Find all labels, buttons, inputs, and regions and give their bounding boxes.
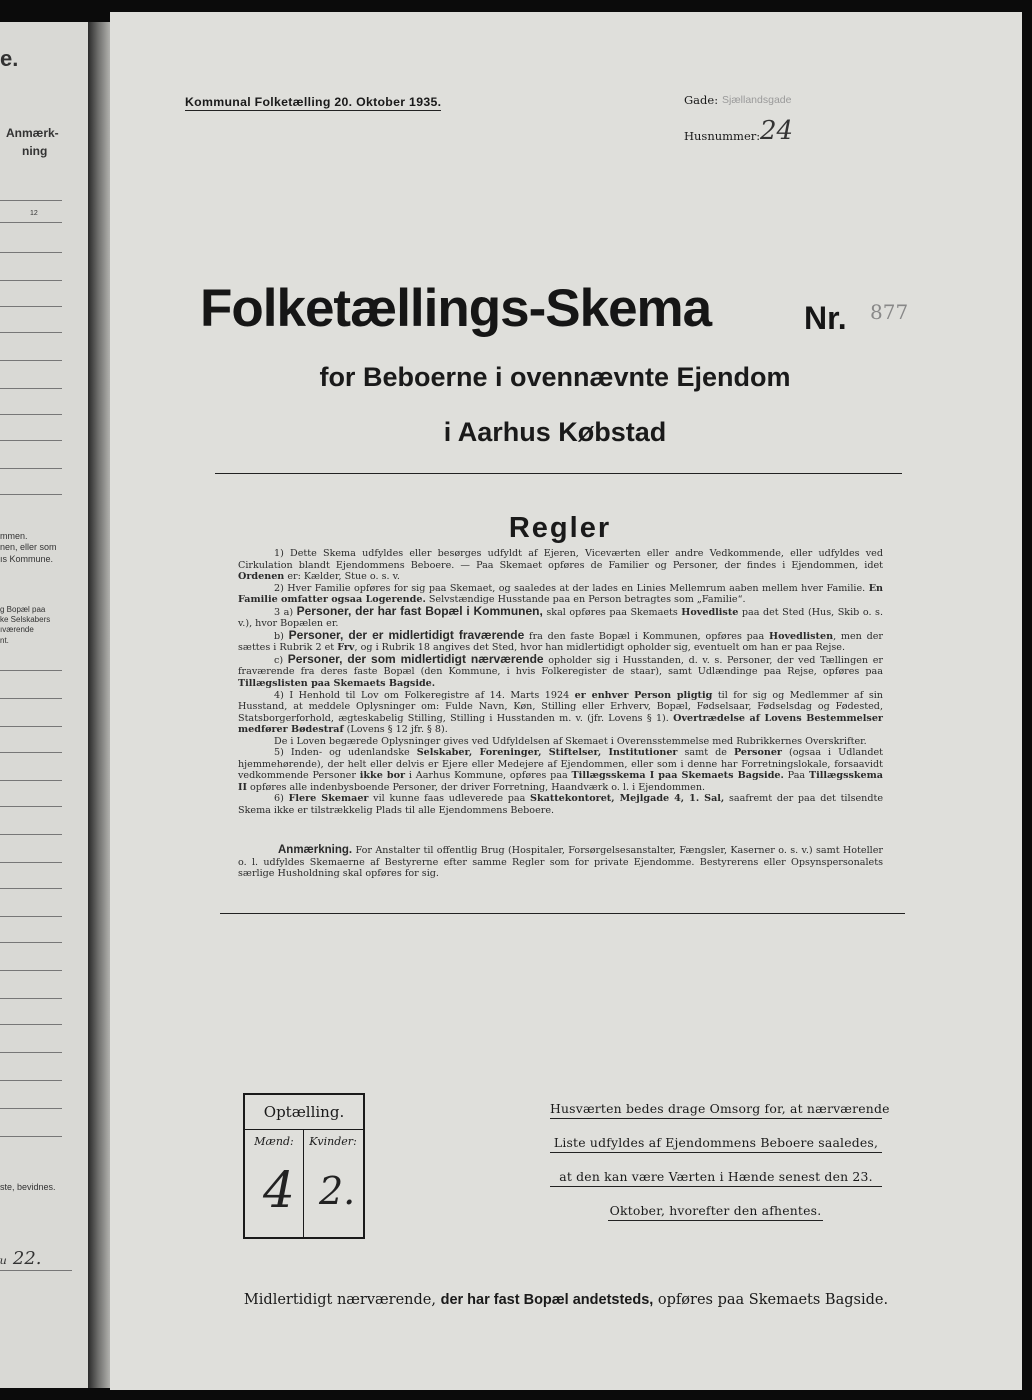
women-label: Kvinder: [309,1135,357,1148]
form-number-label: Nr. [804,300,847,336]
street-label: Gade: [684,93,719,107]
remark-paragraph: Anmærkning. For Anstalter til offentlig Brug (Hospitaler, Forsørgelsesanstalter, Fængsler, Kaserner o. s. v.) samt Hoteller o. l. udfyldes Skemaerne af Bestyrerne efter samme Regler som for private Ejendomme. Bestyrerens eller Opsynspersonalets særlige Husholdning skal opføres for sig. [238,844,883,880]
notice-line: at den kan være Værten i Hænde senest den 23. [550,1169,882,1187]
left-fragment-text: ıværende [0,625,34,634]
left-fragment-text: nen, eller som [0,542,57,552]
left-column-header: Anmærk- [6,126,59,140]
divider [215,473,902,474]
remark-label: Anmærkning. [278,844,353,856]
left-fragment-text: ste, bevidnes. [0,1182,56,1192]
left-fragment-text: g Bopæl paa [0,605,46,614]
left-handwritten-date: ᵤ 22. [0,1248,42,1269]
rules-text: 1) Dette Skema udfyldes eller besørges udfyldt af Ejeren, Viceværten eller andre Vedkommende, eller udfyldes ved Cirkulation blandt Ejendommens Beboere. — Paa Skemaet opføres de Familier og Personer, der findes i Ejendommen, idet Ordenen er: Kælder, Stue o. s. v. 2) Hver Familie opføres for sig paa Skemaet, og saaledes at der lades en Linies Mellemrum aaben mellem hver Familie. En Familie omfatter ogsaa Logerende. Selvstændige Husstande paa en Person betragtes som „Familie“. 3 a) Personer, der har fast Bopæl i Kommunen, skal opføres paa Skemaets Hovedliste paa det Sted (Hus, Skib o. s. v.), hvor Bopælen er. b) Personer, der er midlertidigt fraværende fra den faste Bopæl i Kommunen, opføres paa Hovedlisten, men der sættes i Rubrik 2 et Frv, og i Rubrik 18 angives det Sted, hvor han midlertidigt opholder sig, eventuelt om han er paa Rejse. c) Personer, der som midlertidigt nærværende opholder sig i Husstanden, d. v. s. Personer, der ved Tællingen er fraværende fra deres faste Bopæl (den Kommune, i hvis Folkeregister de staar), samt Udlændinge paa Rejse, opføres paa Tillægslisten paa Skemaets Bagside. 4) I Henhold til Lov om Folkeregistre af 14. Marts 1924 er enhver Person pligtig til for sig og Medlemmer af sin Husstand, at meddele Oplysninger om: Fulde Navn, Køn, Stilling eller Erhverv, Bopæl, Fødselsaar, Fødselsdag og Fødested, Statsborgerforhold, ægteskabelig Stilling, Stilling i Husstanden m. v. (jfr. Lovens § 1). Overtrædelse af Lovens Bestemmelser medfører Bødestraf (Lovens § 12 jfr. § 8). De i Loven begærede Oplysninger gives ved Udfyldelsen af Skemaet i Overensstemmelse med Rubrikkernes Overskrifter. 5) Inden- og udenlandske Selskaber, Foreninger, Stiftelser, Institutioner samt de Personer (ogsaa i Udlandet hjemmehørende), der helt eller delvis er Ejere eller Medejere af Ejendommen, eller som i denne har Forretningslokale, forsaavidt vedkommende Personer ikke bor i Aarhus Kommune, opføres paa Tillægsskema I paa Skemaets Bagside. Paa Tillægsskema II opføres alle indenbysboende Personer, der driver Forretning, Haandværk o. l. i Ejendommen. 6) Flere Skemaer vil kunne faas udleverede paa Skattekontoret, Mejlgade 4, 1. Sal, saafremt der paa det tilsendte Skema ikke er tilstrækkelig Plads til alle Ejendommens Beboere. [238,548,884,817]
count-box [243,1093,365,1239]
notice-line: Oktober, hvorefter den afhentes. [608,1203,823,1221]
women-count: 2. [319,1169,356,1213]
street-value: Sjællandsgade [722,94,792,106]
footer-note: Midlertidigt nærværende, der har fast Bopæl andetsteds, opføres paa Skemaets Bagside. [243,1292,889,1308]
count-title: Optælling. [263,1103,345,1121]
subtitle: for Beboerne i ovennævnte Ejendom [319,362,791,392]
men-count: 4 [263,1161,295,1219]
left-fragment-text: nt. [0,636,9,645]
house-number-value: 24 [760,116,794,146]
left-fragment-text: ıs Kommune. [0,554,54,564]
men-label: Mænd: [254,1135,294,1148]
left-page-fragment [0,22,92,1388]
left-column-header: ning [22,144,48,158]
notice-line: Husværten bedes drage Omsorg for, at nærværende [550,1101,882,1119]
page-title: Folketællings-Skema [200,279,712,338]
left-fragment-text: mmen. [0,531,28,541]
left-fragment-text: e. [0,46,19,71]
left-column-number: 12 [30,210,38,217]
rules-heading: Regler [508,512,612,544]
house-number-label: Husnummer: [684,129,761,143]
notice-line: Liste udfyldes af Ejendommens Beboere saaledes, [550,1135,882,1153]
form-number-value: 877 [870,300,909,324]
left-fragment-text: ke Selskabers [0,615,51,624]
subtitle-city: i Aarhus Købstad [443,417,667,447]
census-line: Kommunal Folketælling 20. Oktober 1935. [185,95,442,109]
divider [220,913,905,914]
